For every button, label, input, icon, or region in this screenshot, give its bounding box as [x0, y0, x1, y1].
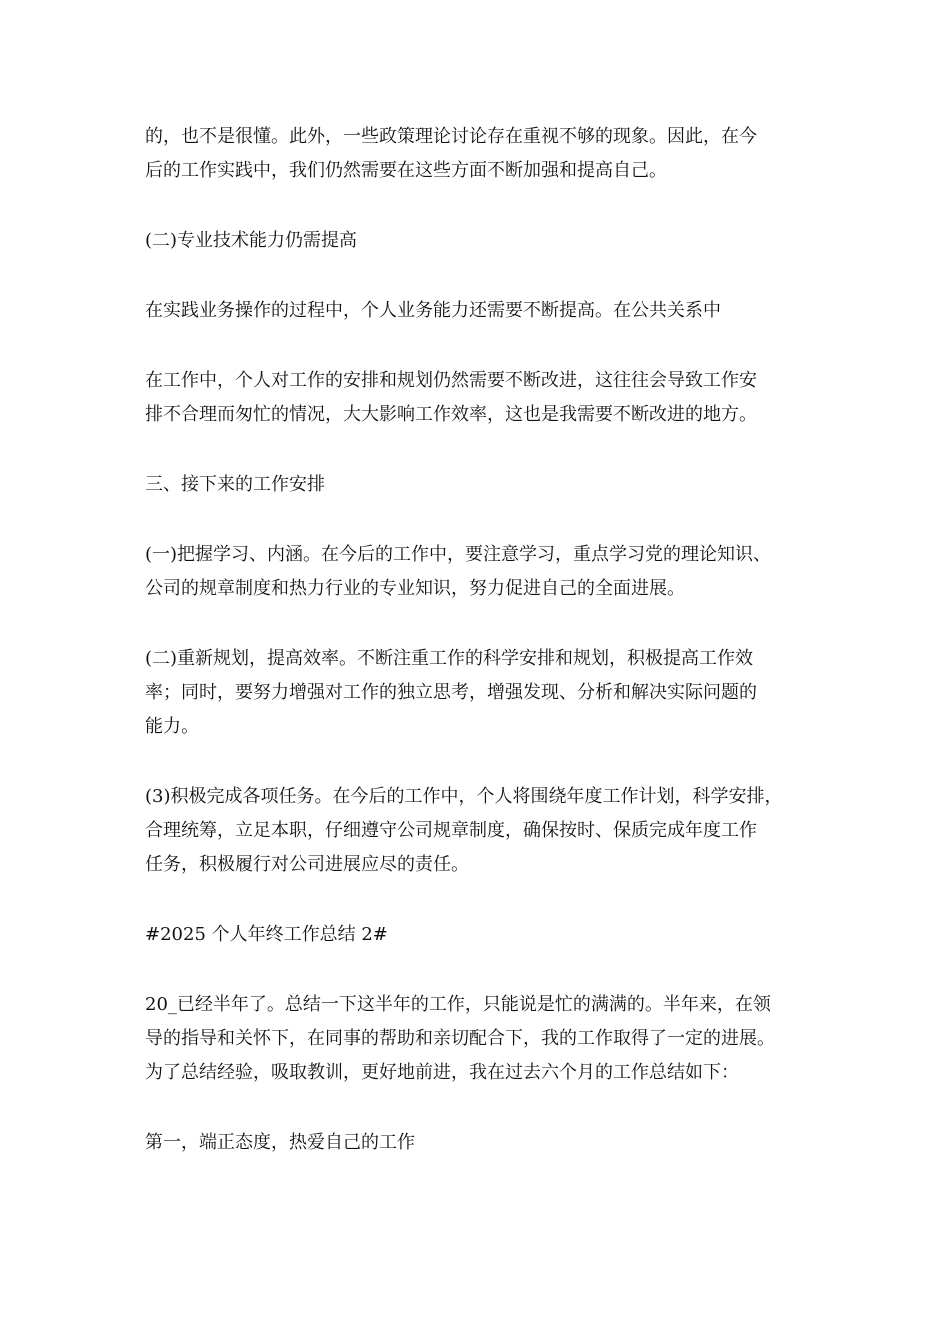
text-line: 率；同时，要努力增强对工作的独立思考，增强发现、分析和解决实际问题的	[145, 682, 757, 703]
section-heading-attitude	[145, 1126, 810, 1160]
text-line: #2025 个人年终工作总结 2#	[145, 924, 388, 945]
text-line: 任务，积极履行对公司进展应尽的责任。	[145, 854, 469, 875]
text-line: (一)把握学习、内涵。在今后的工作中，要注意学习，重点学习党的理论知识、	[145, 544, 772, 565]
text-line: (二)专业技术能力仍需提高	[145, 230, 358, 251]
paragraph-business-skills	[145, 294, 810, 328]
text-line: 在实践业务操作的过程中，个人业务能力还需要不断提高。在公共关系中	[145, 300, 721, 321]
text-line: 合理统筹，立足本职，仔细遵守公司规章制度，确保按时、保质完成年度工作	[145, 820, 757, 841]
text-line: 20_已经半年了。总结一下这半年的工作，只能说是忙的满满的。半年来，在领	[145, 994, 771, 1015]
section-title-summary-2	[145, 918, 810, 952]
paragraph-policy-theory	[145, 120, 810, 188]
text-line: 导的指导和关怀下，在同事的帮助和亲切配合下，我的工作取得了一定的进展。	[145, 1028, 775, 1049]
text-line: 在工作中，个人对工作的安排和规划仍然需要不断改进，这往往会导致工作安	[145, 370, 757, 391]
text-line: (二)重新规划，提高效率。不断注重工作的科学安排和规划，积极提高工作效	[145, 648, 754, 669]
text-line: 公司的规章制度和热力行业的专业知识，努力促进自己的全面进展。	[145, 578, 685, 599]
text-line: 的，也不是很懂。此外，一些政策理论讨论存在重视不够的现象。因此，在今	[145, 126, 757, 147]
paragraph-work-planning	[145, 364, 810, 432]
paragraph-half-year-intro	[145, 988, 810, 1090]
paragraph-learning	[145, 538, 810, 606]
text-line: 三、接下来的工作安排	[145, 474, 325, 495]
text-line: 能力。	[145, 716, 199, 737]
paragraph-complete-tasks	[145, 780, 810, 882]
document-body	[145, 120, 810, 1196]
text-line: 为了总结经验，吸取教训，更好地前进，我在过去六个月的工作总结如下：	[145, 1062, 739, 1083]
text-line: (3)积极完成各项任务。在今后的工作中，个人将围绕年度工作计划，科学安排，	[145, 786, 783, 807]
text-line: 排不合理而匆忙的情况，大大影响工作效率，这也是我需要不断改进的地方。	[145, 404, 757, 425]
text-line: 第一，端正态度，热爱自己的工作	[145, 1132, 415, 1153]
text-line: 后的工作实践中，我们仍然需要在这些方面不断加强和提高自己。	[145, 160, 667, 181]
paragraph-replanning	[145, 642, 810, 744]
section-heading-technical-skills	[145, 224, 810, 258]
section-heading-next-steps	[145, 468, 810, 502]
